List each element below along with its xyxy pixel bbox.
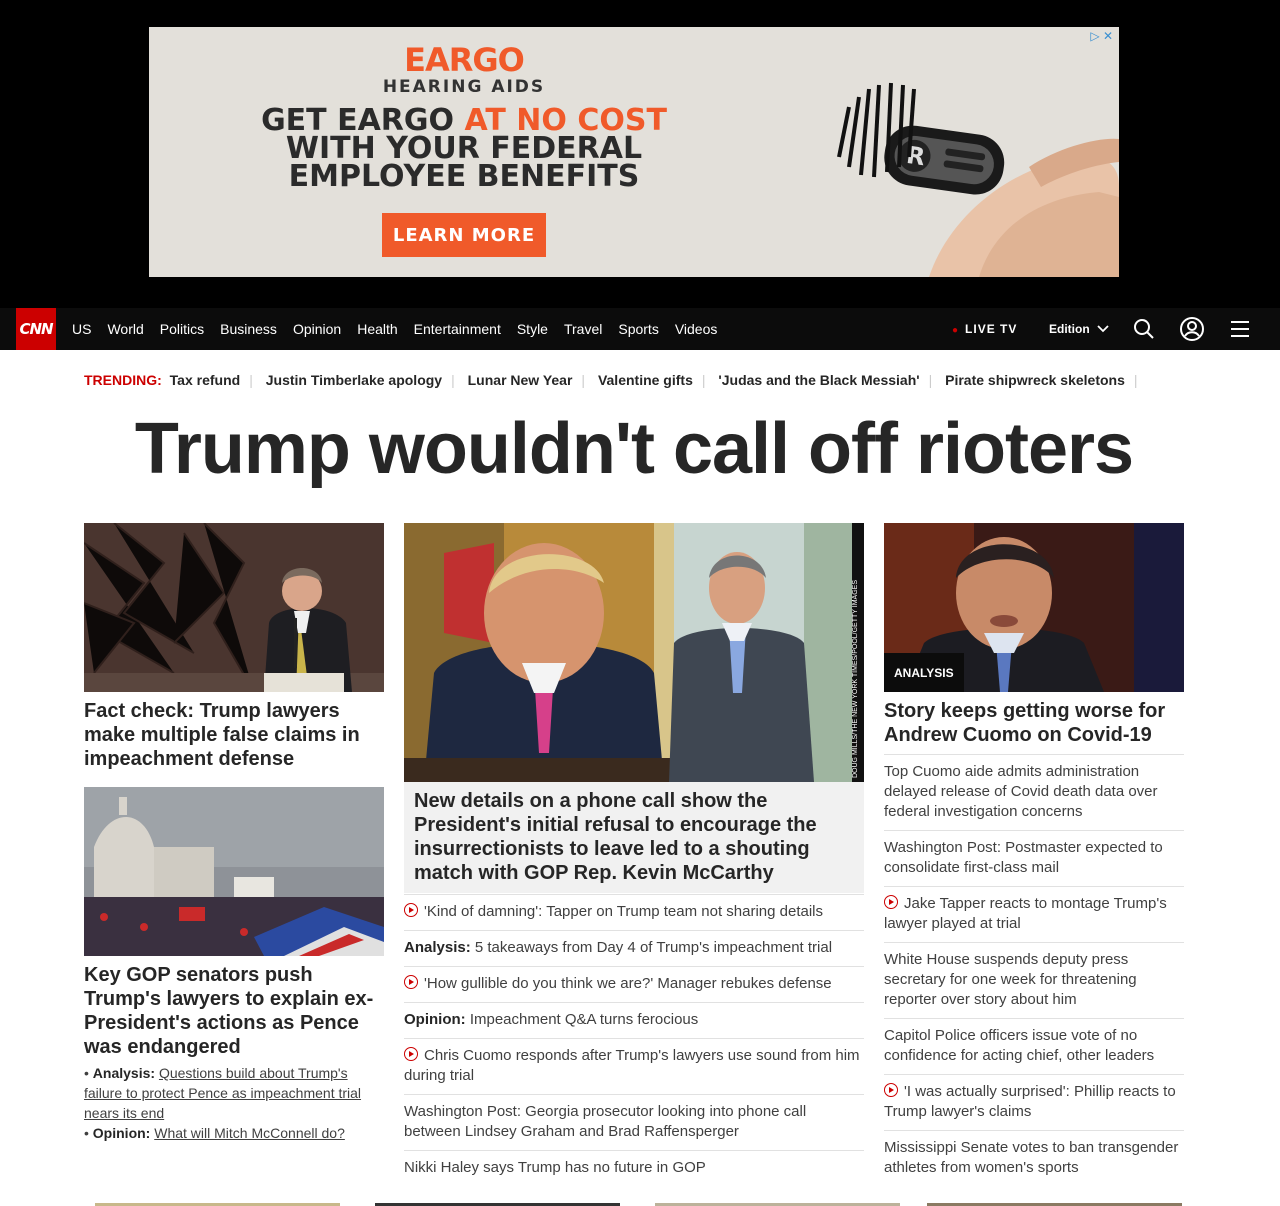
ad-headline <box>149 103 779 194</box>
list-item-text: 'Kind of damning': Tapper on Trump team not sharing details <box>424 903 824 920</box>
list-item-text: Impeachment Q&A turns ferocious <box>469 1011 699 1028</box>
trending-bar <box>84 372 1147 388</box>
trending-divider: | <box>451 372 455 388</box>
svg-text:R: R <box>904 140 927 172</box>
trending-divider: | <box>701 372 706 388</box>
analysis-badge: ANALYSIS <box>884 653 964 692</box>
trending-divider: | <box>249 372 253 388</box>
trending-divider: | <box>1133 372 1138 388</box>
list-item-text: White House suspends deputy press secretary for one week for threatening reporter over story about him <box>884 951 1137 1008</box>
trending-label: TRENDING: <box>84 372 162 388</box>
story-headline[interactable]: Fact check: Trump lawyers make multiple false claims in impeachment defense <box>84 700 360 770</box>
account-icon[interactable] <box>1180 317 1204 341</box>
play-icon <box>404 975 418 989</box>
nav-link-videos[interactable]: Videos <box>674 321 718 337</box>
nav-link-travel[interactable]: Travel <box>563 321 603 337</box>
trending-item[interactable]: Tax refund <box>169 372 241 388</box>
story-headline[interactable]: Story keeps getting worse for Andrew Cuomo on Covid-19 <box>884 700 1166 746</box>
list-item-text: 5 takeaways from Day 4 of Trump's impeachment trial <box>474 939 833 956</box>
play-icon <box>404 1047 418 1061</box>
trending-item[interactable]: Justin Timberlake apology <box>265 372 443 388</box>
list-item[interactable] <box>404 1002 864 1038</box>
nav-link-business[interactable]: Business <box>220 321 277 337</box>
edition-selector[interactable] <box>1049 322 1109 336</box>
lead-headline-box <box>404 782 864 893</box>
list-item-text: 'I was actually surprised': Phillip reacts to Trump lawyer's claims <box>884 1083 1176 1120</box>
list-item[interactable] <box>404 1038 864 1094</box>
bullet-link[interactable]: Questions build about Trump's failure to protect Pence as impeachment trial nears its end <box>84 1065 362 1121</box>
list-item[interactable] <box>404 1094 864 1150</box>
ad-headline-highlight: AT NO COST <box>464 103 667 138</box>
play-icon <box>404 903 418 917</box>
list-item-kicker: Opinion: <box>404 1011 466 1028</box>
left-column <box>84 523 384 1143</box>
nav-link-style[interactable]: Style <box>516 321 548 337</box>
photo-lawyer-senate <box>84 523 384 692</box>
list-item[interactable] <box>404 966 864 1002</box>
photo-credit: DOUG MILLS/THE NEW YORK TIMES/POOL/GETTY IMAGES <box>852 523 864 782</box>
list-item[interactable] <box>404 930 864 966</box>
story-headline[interactable]: Key GOP senators push Trump's lawyers to explain ex-President's actions as Pence was endangered <box>84 964 374 1058</box>
live-tv-label: LIVE TV <box>965 322 1018 336</box>
nav-link-world[interactable]: World <box>107 321 144 337</box>
nav-link-health[interactable]: Health <box>357 321 398 337</box>
trending-divider: | <box>581 372 586 388</box>
bullet-kicker: Opinion: <box>92 1125 151 1141</box>
trending-divider: | <box>928 372 933 388</box>
list-item-kicker: Analysis: <box>404 939 471 956</box>
top-navigation <box>0 308 1280 350</box>
bullet-kicker: Analysis: <box>92 1065 156 1081</box>
lead-story-image[interactable] <box>404 523 864 782</box>
list-item[interactable] <box>404 894 864 930</box>
close-icon[interactable]: ✕ <box>1102 29 1113 43</box>
story-image-senate[interactable] <box>84 523 384 692</box>
search-icon[interactable] <box>1132 317 1156 341</box>
photo-trump-mccarthy <box>404 523 864 782</box>
list-item-text: Mississippi Senate votes to ban transgender athletes from women's sports <box>884 1139 1179 1176</box>
right-column <box>884 523 1184 1186</box>
nav-link-entertainment[interactable]: Entertainment <box>413 321 501 337</box>
center-story-list <box>404 894 864 1186</box>
story-image-cuomo[interactable] <box>884 523 1184 692</box>
list-item-text: Jake Tapper reacts to montage Trump's lawyer played at trial <box>884 895 1167 932</box>
ad-band <box>0 0 1280 308</box>
advertisement[interactable] <box>149 27 1119 277</box>
nav-link-opinion[interactable]: Opinion <box>292 321 342 337</box>
photo-capitol-riot <box>84 787 384 956</box>
nav-link-politics[interactable]: Politics <box>159 321 205 337</box>
ad-choices-icon[interactable]: ▷ <box>1090 29 1100 43</box>
list-item[interactable] <box>884 754 1184 830</box>
ad-headline-part2: WITH YOUR FEDERAL EMPLOYEE BENEFITS <box>285 131 643 194</box>
ad-headline-part1: GET EARGO <box>261 103 465 138</box>
trending-item[interactable]: 'Judas and the Black Messiah' <box>718 372 920 388</box>
list-item-text: Washington Post: Postmaster expected to consolidate first-class mail <box>884 839 1163 876</box>
menu-icon[interactable] <box>1228 317 1252 341</box>
play-icon <box>884 1083 898 1097</box>
ad-choices[interactable] <box>1090 29 1113 43</box>
nav-link-sports[interactable]: Sports <box>618 321 659 337</box>
list-item-text: Top Cuomo aide admits administration delayed release of Covid death data over federal investigation concerns <box>884 763 1158 820</box>
story-image-capitol[interactable] <box>84 787 384 956</box>
bullet-item[interactable]: • Opinion: What will Mitch McConnell do? <box>84 1125 345 1141</box>
cnn-logo[interactable]: CNN <box>16 308 56 350</box>
list-item[interactable] <box>404 1150 864 1186</box>
bullet-item[interactable]: • Analysis: Questions build about Trump's failure to protect Pence as impeachment trial nears its end <box>84 1065 362 1121</box>
list-item[interactable] <box>884 1130 1184 1186</box>
lead-story-headline[interactable]: New details on a phone call show the President's initial refusal to encourage the insurrectionists to leave led to a shouting match with GOP Rep. Kevin McCarthy <box>414 790 817 884</box>
list-item-text: Nikki Haley says Trump has no future in GOP <box>404 1159 706 1176</box>
list-item[interactable] <box>884 1074 1184 1130</box>
right-story-list <box>884 754 1184 1186</box>
ad-learn-more-button[interactable]: LEARN MORE <box>382 213 546 257</box>
list-item[interactable] <box>884 1018 1184 1074</box>
live-dot-icon: ● <box>952 325 960 336</box>
ad-brand-logo: EARGO <box>404 41 524 79</box>
list-item-text: Chris Cuomo responds after Trump's lawyers use sound from him during trial <box>404 1047 860 1084</box>
ad-product: HEARING AIDS <box>382 77 546 97</box>
trending-item[interactable]: Valentine gifts <box>597 372 693 388</box>
list-item-text: Capitol Police officers issue vote of no confidence for acting chief, other leaders <box>884 1027 1155 1064</box>
nav-links <box>72 308 733 350</box>
live-tv-link[interactable] <box>952 322 1017 336</box>
list-item-text: 'How gullible do you think we are?' Manager rebukes defense <box>424 975 832 992</box>
chevron-down-icon <box>1097 325 1109 333</box>
nav-link-us[interactable]: US <box>72 321 92 337</box>
list-item[interactable] <box>884 830 1184 886</box>
page-banner-headline[interactable]: Trump wouldn't call off rioters <box>134 409 1134 489</box>
list-item-text: Washington Post: Georgia prosecutor looking into phone call between Lindsey Graham and Brad Raffensperger <box>404 1103 807 1140</box>
play-icon <box>884 895 898 909</box>
center-column <box>404 523 864 1186</box>
list-item[interactable] <box>884 942 1184 1018</box>
ad-hearing-aid-image <box>779 27 1119 277</box>
trending-item[interactable]: Lunar New Year <box>467 372 573 388</box>
trending-item[interactable]: Pirate shipwreck skeletons <box>945 372 1125 388</box>
edition-label: Edition <box>1049 322 1090 336</box>
list-item[interactable] <box>884 886 1184 942</box>
bullet-link[interactable]: What will Mitch McConnell do? <box>154 1125 345 1141</box>
